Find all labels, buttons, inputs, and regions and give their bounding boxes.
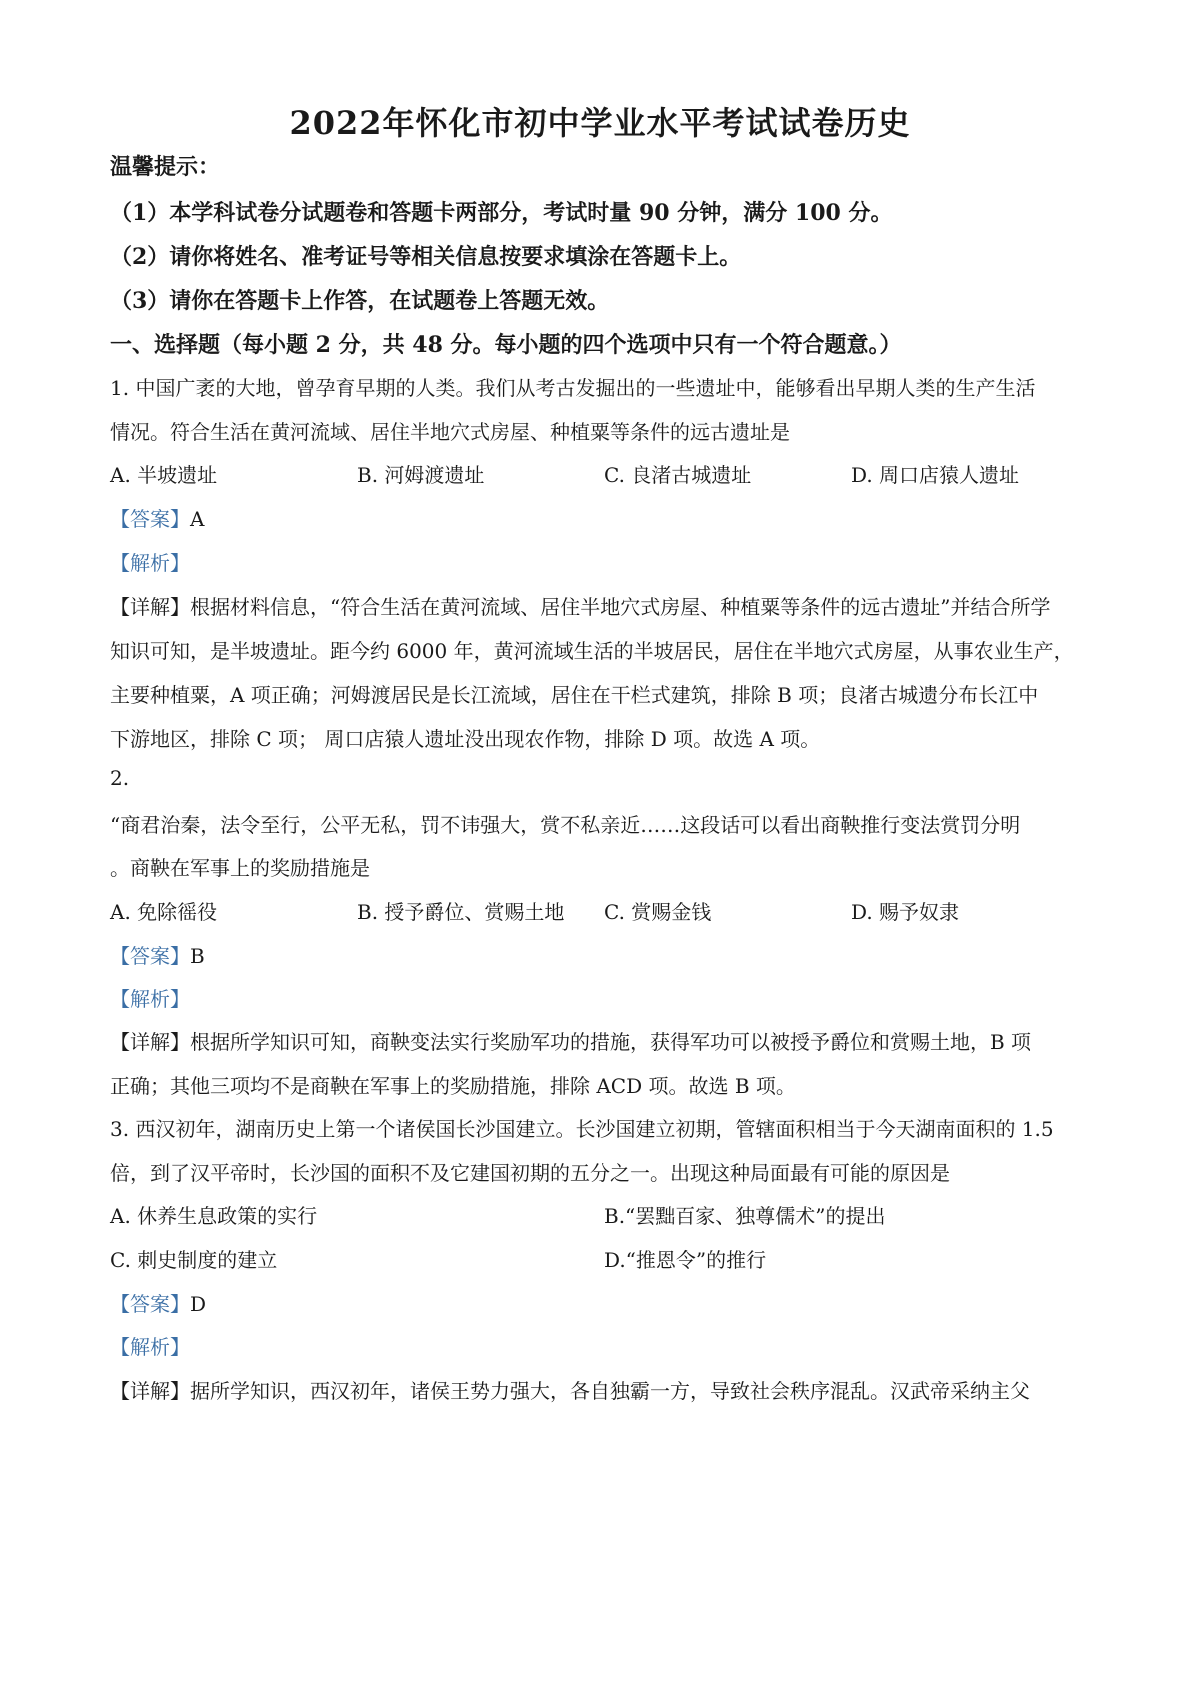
q2-option-b: B. 授予爵位、赏赐土地 <box>357 900 565 924</box>
q2-answer <box>110 940 205 969</box>
answer-value: A <box>190 507 205 531</box>
q1-detail-line-3: 主要种植粟，A 项正确；河姆渡居民是长江流域，居住在干栏式建筑，排除 B 项；良渚古城遗分布长江中 <box>110 683 1039 707</box>
q2-stem-line-1: “商君治秦，法令至行，公平无私，罚不讳强大，赏不私亲近……这段话可以看出商鞅推行变法赏罚分明 <box>110 813 1021 837</box>
answer-value: B <box>190 944 205 968</box>
notice-item-2: （2）请你将姓名、准考证号等相关信息按要求填涂在答题卡上。 <box>110 244 742 270</box>
detail-label: 【详解】 <box>110 595 190 619</box>
q3-answer <box>110 1288 206 1317</box>
q2-number: 2. <box>110 766 130 790</box>
detail-text: 根据材料信息，“符合生活在黄河流域、居住半地穴式房屋、种植粟等条件的远古遗址”并结合所学 <box>190 595 1051 619</box>
answer-label: 【答案】 <box>110 507 190 531</box>
q3-detail-line-1 <box>110 1375 1030 1404</box>
q3-stem-line-1: 3. 西汉初年，湖南历史上第一个诸侯国长沙国建立。长沙国建立初期，管辖面积相当于今天湖南面积的 1.5 <box>110 1117 1054 1141</box>
q1-analysis-label: 【解析】 <box>110 551 190 575</box>
q1-detail-line-4: 下游地区，排除 C 项； 周口店猿人遗址没出现农作物，排除 D 项。故选 A 项。 <box>110 727 821 751</box>
q3-option-d: D.“推恩令”的推行 <box>604 1248 767 1272</box>
section-heading: 一、选择题（每小题 2 分，共 48 分。每小题的四个选项中只有一个符合题意。） <box>110 332 902 358</box>
notice-heading: 温馨提示： <box>110 154 221 180</box>
notice-item-1: （1）本学科试卷分试题卷和答题卡两部分，考试时量 90 分钟，满分 100 分。 <box>110 200 893 226</box>
q3-option-c: C. 刺史制度的建立 <box>110 1248 278 1272</box>
q1-detail-line-1 <box>110 591 1050 620</box>
q2-analysis-label: 【解析】 <box>110 987 190 1011</box>
answer-label: 【答案】 <box>110 944 190 968</box>
q2-option-d: D. 赐予奴隶 <box>851 900 960 924</box>
q1-stem-line-2: 情况。符合生活在黄河流域、居住半地穴式房屋、种植粟等条件的远古遗址是 <box>110 420 790 444</box>
q2-stem-line-2: 。商鞅在军事上的奖励措施是 <box>110 856 370 880</box>
q1-option-d: D. 周口店猿人遗址 <box>851 463 1020 487</box>
answer-value: D <box>190 1292 207 1316</box>
q3-option-b: B.“罢黜百家、独尊儒术”的提出 <box>604 1204 886 1228</box>
q1-detail-line-2: 知识可知，是半坡遗址。距今约 6000 年，黄河流域生活的半坡居民，居住在半地穴式房屋，从事农业生产， <box>110 639 1074 663</box>
q1-option-b: B. 河姆渡遗址 <box>357 463 485 487</box>
detail-text: 据所学知识，西汉初年，诸侯王势力强大，各自独霸一方，导致社会秩序混乱。汉武帝采纳主父 <box>190 1379 1030 1403</box>
answer-label: 【答案】 <box>110 1292 190 1316</box>
q2-detail-line-2: 正确；其他三项均不是商鞅在军事上的奖励措施，排除 ACD 项。故选 B 项。 <box>110 1074 796 1098</box>
q3-analysis-label: 【解析】 <box>110 1335 190 1359</box>
q1-answer <box>110 503 204 532</box>
q1-option-a: A. 半坡遗址 <box>110 463 218 487</box>
notice-item-3: （3）请你在答题卡上作答，在试题卷上答题无效。 <box>110 288 610 314</box>
detail-label: 【详解】 <box>110 1030 190 1054</box>
q1-option-c: C. 良渚古城遗址 <box>604 463 752 487</box>
detail-text: 根据所学知识可知，商鞅变法实行奖励军功的措施，获得军功可以被授予爵位和赏赐土地，B 项 <box>190 1030 1032 1054</box>
q1-stem-line-1: 1. 中国广袤的大地，曾孕育早期的人类。我们从考古发掘出的一些遗址中，能够看出早期人类的生产生活 <box>110 376 1036 400</box>
q3-option-a: A. 休养生息政策的实行 <box>110 1204 318 1228</box>
detail-label: 【详解】 <box>110 1379 190 1403</box>
q2-option-a: A. 免除徭役 <box>110 900 218 924</box>
page-title: 2022年怀化市初中学业水平考试试卷历史 <box>289 104 911 142</box>
q2-option-c: C. 赏赐金钱 <box>604 900 712 924</box>
q3-stem-line-2: 倍，到了汉平帝时，长沙国的面积不及它建国初期的五分之一。出现这种局面最有可能的原因是 <box>110 1161 950 1185</box>
q2-detail-line-1 <box>110 1026 1031 1055</box>
